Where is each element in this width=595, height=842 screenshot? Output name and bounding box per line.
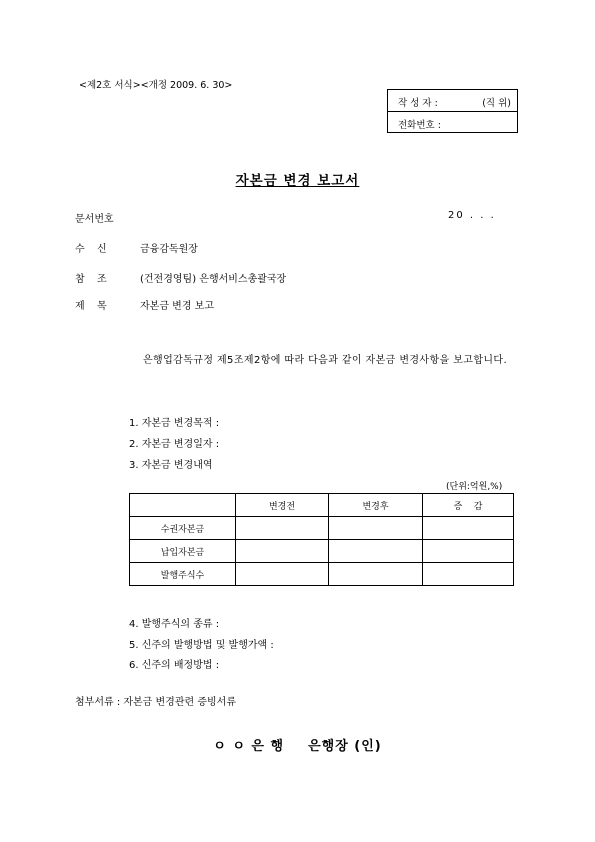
writer-row: [388, 90, 517, 112]
writer-info-box: [387, 89, 518, 133]
table-cell: [236, 540, 329, 563]
subject-label: [75, 297, 107, 312]
item-share-type: 4. 발행주식의 종류 :: [129, 619, 220, 630]
item-purpose: 1. 자본금 변경목적 :: [129, 418, 220, 429]
phone-row: [388, 112, 517, 133]
attachment-note: 첨부서류 : 자본금 변경관련 증빙서류: [75, 697, 236, 708]
capital-change-table: [129, 493, 514, 586]
subject-value: 자본금 변경 보고: [140, 301, 214, 312]
subject-label-a: 제: [75, 301, 85, 312]
unit-note: (단위:억원,%): [446, 482, 503, 492]
table-row: [130, 563, 514, 586]
writer-role: (직 위): [482, 98, 511, 109]
table-cell: [423, 540, 514, 563]
bank-head-seal: 은행장 (인): [308, 739, 382, 754]
table-header-cell: 변경전: [236, 494, 329, 517]
table-cell: [329, 540, 423, 563]
form-number: <제2호 서식><개정 2009. 6. 30>: [79, 80, 233, 91]
reference-label-b: 조: [97, 274, 107, 285]
reference-label: [75, 270, 107, 285]
document-title: 자본금 변경 보고서: [235, 173, 360, 189]
recipient-label-a: 수: [75, 244, 85, 255]
table-row: [130, 540, 514, 563]
item-issue-method: 5. 신주의 발행방법 및 발행가액 :: [129, 640, 274, 651]
recipient-value: 금융감독원장: [140, 244, 198, 255]
recipient-label-b: 신: [97, 244, 107, 255]
table-header-cell: 변경후: [329, 494, 423, 517]
row-label-issued-shares: 발행주식수: [130, 563, 236, 586]
reference-value: (건전경영팀) 은행서비스총괄국장: [140, 274, 287, 285]
table-row: [130, 517, 514, 540]
table-header-cell: 증 감: [423, 494, 514, 517]
writer-label: 작 성 자 :: [398, 98, 438, 109]
signer-line: [0, 735, 595, 754]
table-header-row: [130, 494, 514, 517]
item-allotment-method: 6. 신주의 배정방법 :: [129, 660, 220, 671]
phone-label: 전화번호 :: [398, 120, 441, 131]
body-paragraph: 은행업감독규정 제5조제2항에 따라 다음과 같이 자본금 변경사항을 보고합니다.: [143, 355, 508, 366]
item-date: 2. 자본금 변경일자 :: [129, 439, 220, 450]
row-label-paid-in-capital: 납입자본금: [130, 540, 236, 563]
bank-name: ㅇ ㅇ 은 행: [213, 739, 285, 754]
row-label-authorized-capital: 수권자본금: [130, 517, 236, 540]
reference-label-a: 참: [75, 274, 85, 285]
table-cell: [329, 563, 423, 586]
table-cell: [236, 517, 329, 540]
table-cell: [329, 517, 423, 540]
table-cell: [236, 563, 329, 586]
subject-label-b: 목: [97, 301, 107, 312]
date-placeholder: 20 . . .: [448, 210, 496, 221]
table-cell: [423, 563, 514, 586]
recipient-label: [75, 240, 107, 255]
table-cell: [423, 517, 514, 540]
doc-number-label: 문서번호: [75, 214, 114, 225]
item-details: 3. 자본금 변경내역: [129, 460, 213, 471]
table-header-cell: [130, 494, 236, 517]
